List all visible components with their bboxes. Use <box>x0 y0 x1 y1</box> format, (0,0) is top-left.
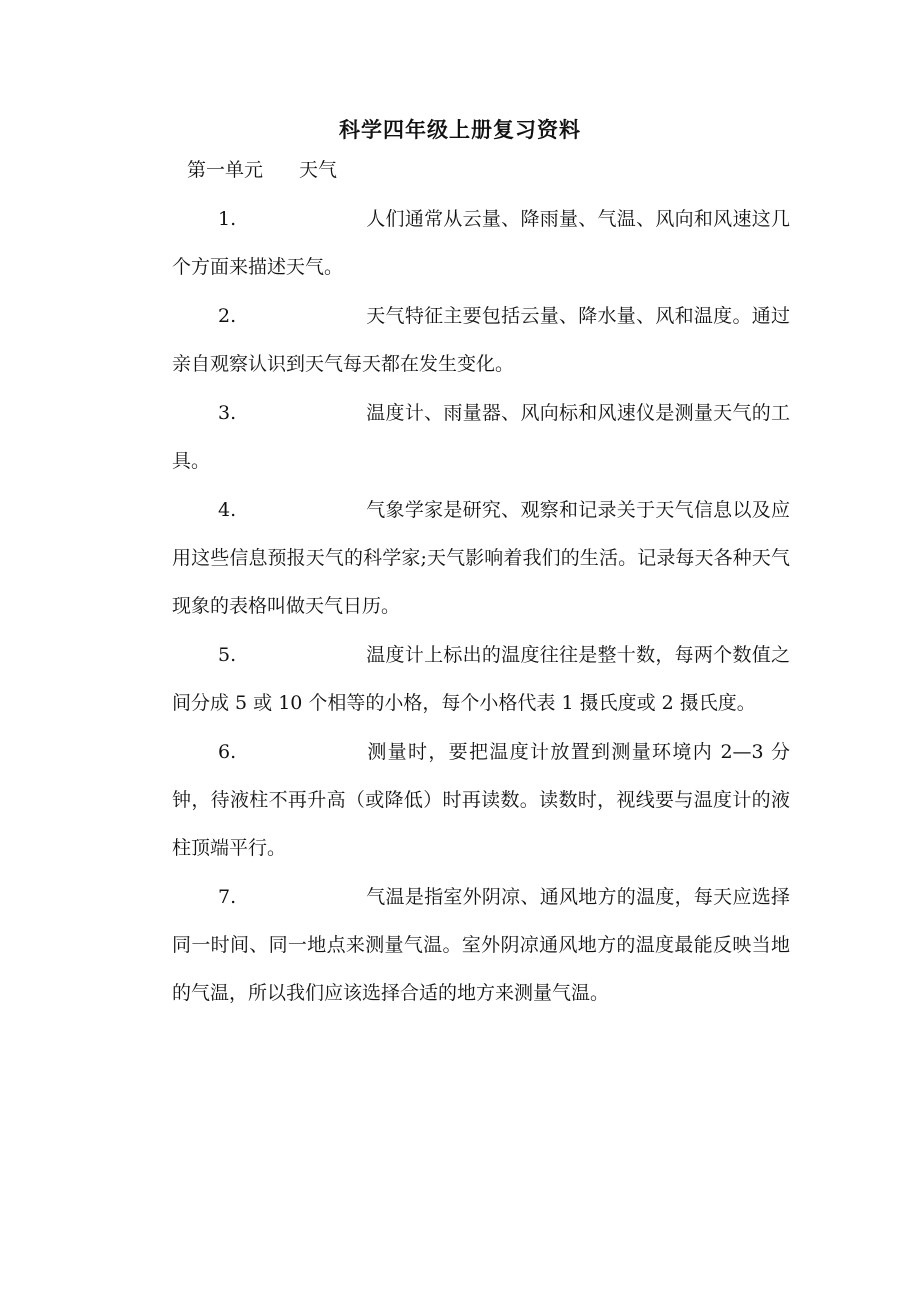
item-number: 3. <box>218 402 237 424</box>
unit-heading <box>187 156 337 184</box>
item-number: 2. <box>218 305 237 327</box>
list-item <box>172 292 790 388</box>
review-items-list <box>172 195 790 1018</box>
item-text: 气象学家是研究、观察和记录关于天气信息以及应用这些信息预报天气的科学家;天气影响着我们的生活。记录每天各种天气现象的表格叫做天气日历。 <box>172 499 790 617</box>
item-text: 温度计上标出的温度往往是整十数，每两个数值之间分成 5 或 10 个相等的小格，每个小格代表 1 摄氏度或 2 摄氏度。 <box>172 644 790 714</box>
list-item <box>172 486 790 630</box>
item-number: 4. <box>218 499 237 521</box>
item-text: 天气特征主要包括云量、降水量、风和温度。通过亲自观察认识到天气每天都在发生变化。 <box>172 305 790 375</box>
item-text: 温度计、雨量器、风向标和风速仪是测量天气的工具。 <box>172 402 790 472</box>
list-item <box>172 195 790 291</box>
document-title: 科学四年级上册复习资料 <box>339 117 581 142</box>
item-number: 6. <box>218 741 237 763</box>
list-item <box>172 873 790 1017</box>
item-number: 1. <box>218 208 237 230</box>
list-item <box>172 631 790 727</box>
item-number: 7. <box>218 886 237 908</box>
item-number: 5. <box>218 644 237 666</box>
item-text: 气温是指室外阴凉、通风地方的温度，每天应选择同一时间、同一地点来测量气温。室外阴凉通风地方的温度最能反映当地的气温，所以我们应该选择合适的地方来测量气温。 <box>172 886 790 1004</box>
unit-label: 第一单元 <box>187 159 264 181</box>
list-item <box>172 389 790 485</box>
unit-name: 天气 <box>299 159 338 181</box>
list-item <box>172 728 790 872</box>
item-text: 测量时，要把温度计放置到测量环境内 2—3 分钟，待液柱不再升高（或降低）时再读数。读数时，视线要与温度计的液柱顶端平行。 <box>172 741 790 859</box>
item-text: 人们通常从云量、降雨量、气温、风向和风速这几个方面来描述天气。 <box>172 208 790 278</box>
